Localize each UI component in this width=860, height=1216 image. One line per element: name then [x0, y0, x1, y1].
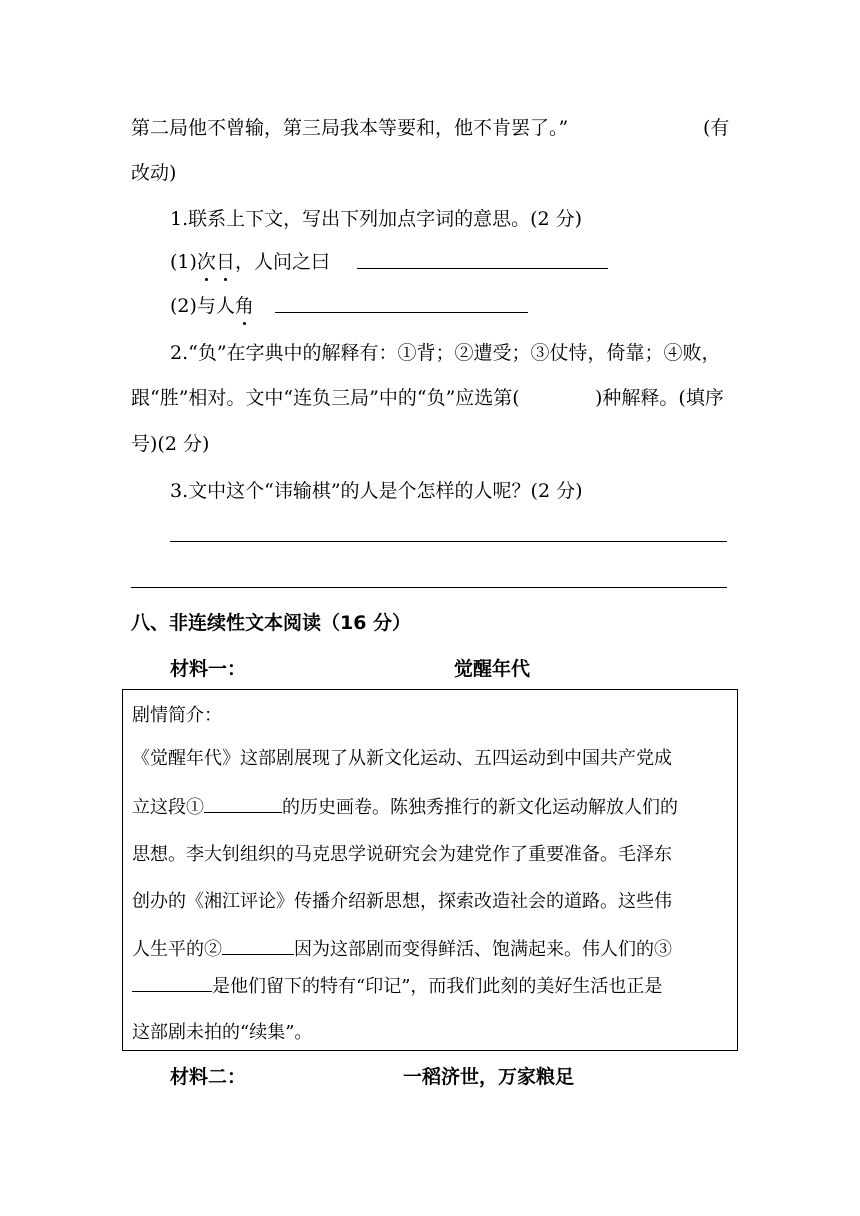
section-heading: 八、非连续性文本阅读（16 分）	[131, 612, 412, 634]
dotted-char: 次	[196, 251, 216, 273]
question-2-line-2a: 跟“胜”相对。文中“连负三局”中的“负”应选第(	[131, 387, 520, 409]
blank-3[interactable]	[132, 973, 212, 992]
passage-line: 第二局他不曾输，第三局我本等要和，他不肯罢了。”	[131, 117, 569, 139]
material-1-box	[122, 689, 738, 1051]
answer-line-3-2[interactable]	[131, 587, 727, 588]
question-1-item-2	[170, 293, 254, 319]
box-line-6	[132, 973, 662, 1000]
box-line-5	[132, 936, 672, 963]
question-2-line-1: 2.“负”在字典中的解释有：①背；②遭受；③仗恃，倚靠；④败，	[170, 342, 721, 364]
dotted-char: 日	[215, 251, 235, 273]
material-2-label: 材料二：	[170, 1066, 247, 1088]
item-number: (1)	[170, 251, 197, 273]
question-1-item-1	[170, 249, 330, 275]
answer-line-3-1[interactable]	[170, 541, 727, 542]
material-1-label: 材料一：	[170, 658, 247, 680]
box-text: 立这段①	[132, 797, 204, 818]
passage-source-note-end: 改动)	[131, 162, 177, 184]
box-text: 因为这部剧而变得鲜活、饱满起来。伟人们的③	[294, 939, 672, 960]
blank-2[interactable]	[222, 936, 294, 955]
box-line-3: 思想。李大钊组织的马克思学说研究会为建党作了重要准备。毛泽东	[132, 844, 672, 865]
passage-source-note: (有	[703, 117, 730, 139]
box-line-7: 这部剧未拍的“续集”。	[132, 1022, 313, 1043]
dotted-char: 角	[234, 295, 254, 317]
blank-1[interactable]	[204, 794, 282, 813]
material-1-title: 觉醒年代	[454, 658, 531, 680]
box-text: 是他们留下的特有“印记”，而我们此刻的美好生活也正是	[212, 976, 663, 997]
box-line-2	[132, 794, 678, 821]
question-2-line-2b: )种解释。(填序	[595, 387, 724, 409]
box-intro-label: 剧情简介：	[132, 705, 222, 726]
answer-line-1-1[interactable]	[357, 268, 608, 269]
box-text: 的历史画卷。陈独秀推行的新文化运动解放人们的	[282, 797, 678, 818]
answer-line-1-2[interactable]	[275, 312, 528, 313]
box-text: 人生平的②	[132, 939, 222, 960]
question-3-stem: 3.文中这个“讳输棋”的人是个怎样的人呢？(2 分)	[170, 480, 583, 502]
question-2-line-3: 号)(2 分)	[131, 433, 210, 455]
material-2-title: 一稻济世，万家粮足	[403, 1066, 575, 1088]
box-line-4: 创办的《湘江评论》传播介绍新思想，探索改造社会的道路。这些伟	[132, 891, 672, 912]
question-1-stem: 1.联系上下文，写出下列加点字词的意思。(2 分)	[170, 208, 583, 230]
box-line-1: 《觉醒年代》这部剧展现了从新文化运动、五四运动到中国共产党成	[132, 748, 672, 769]
item-text: ，人问之曰	[234, 251, 330, 273]
item-text: (2)与人	[170, 295, 235, 317]
